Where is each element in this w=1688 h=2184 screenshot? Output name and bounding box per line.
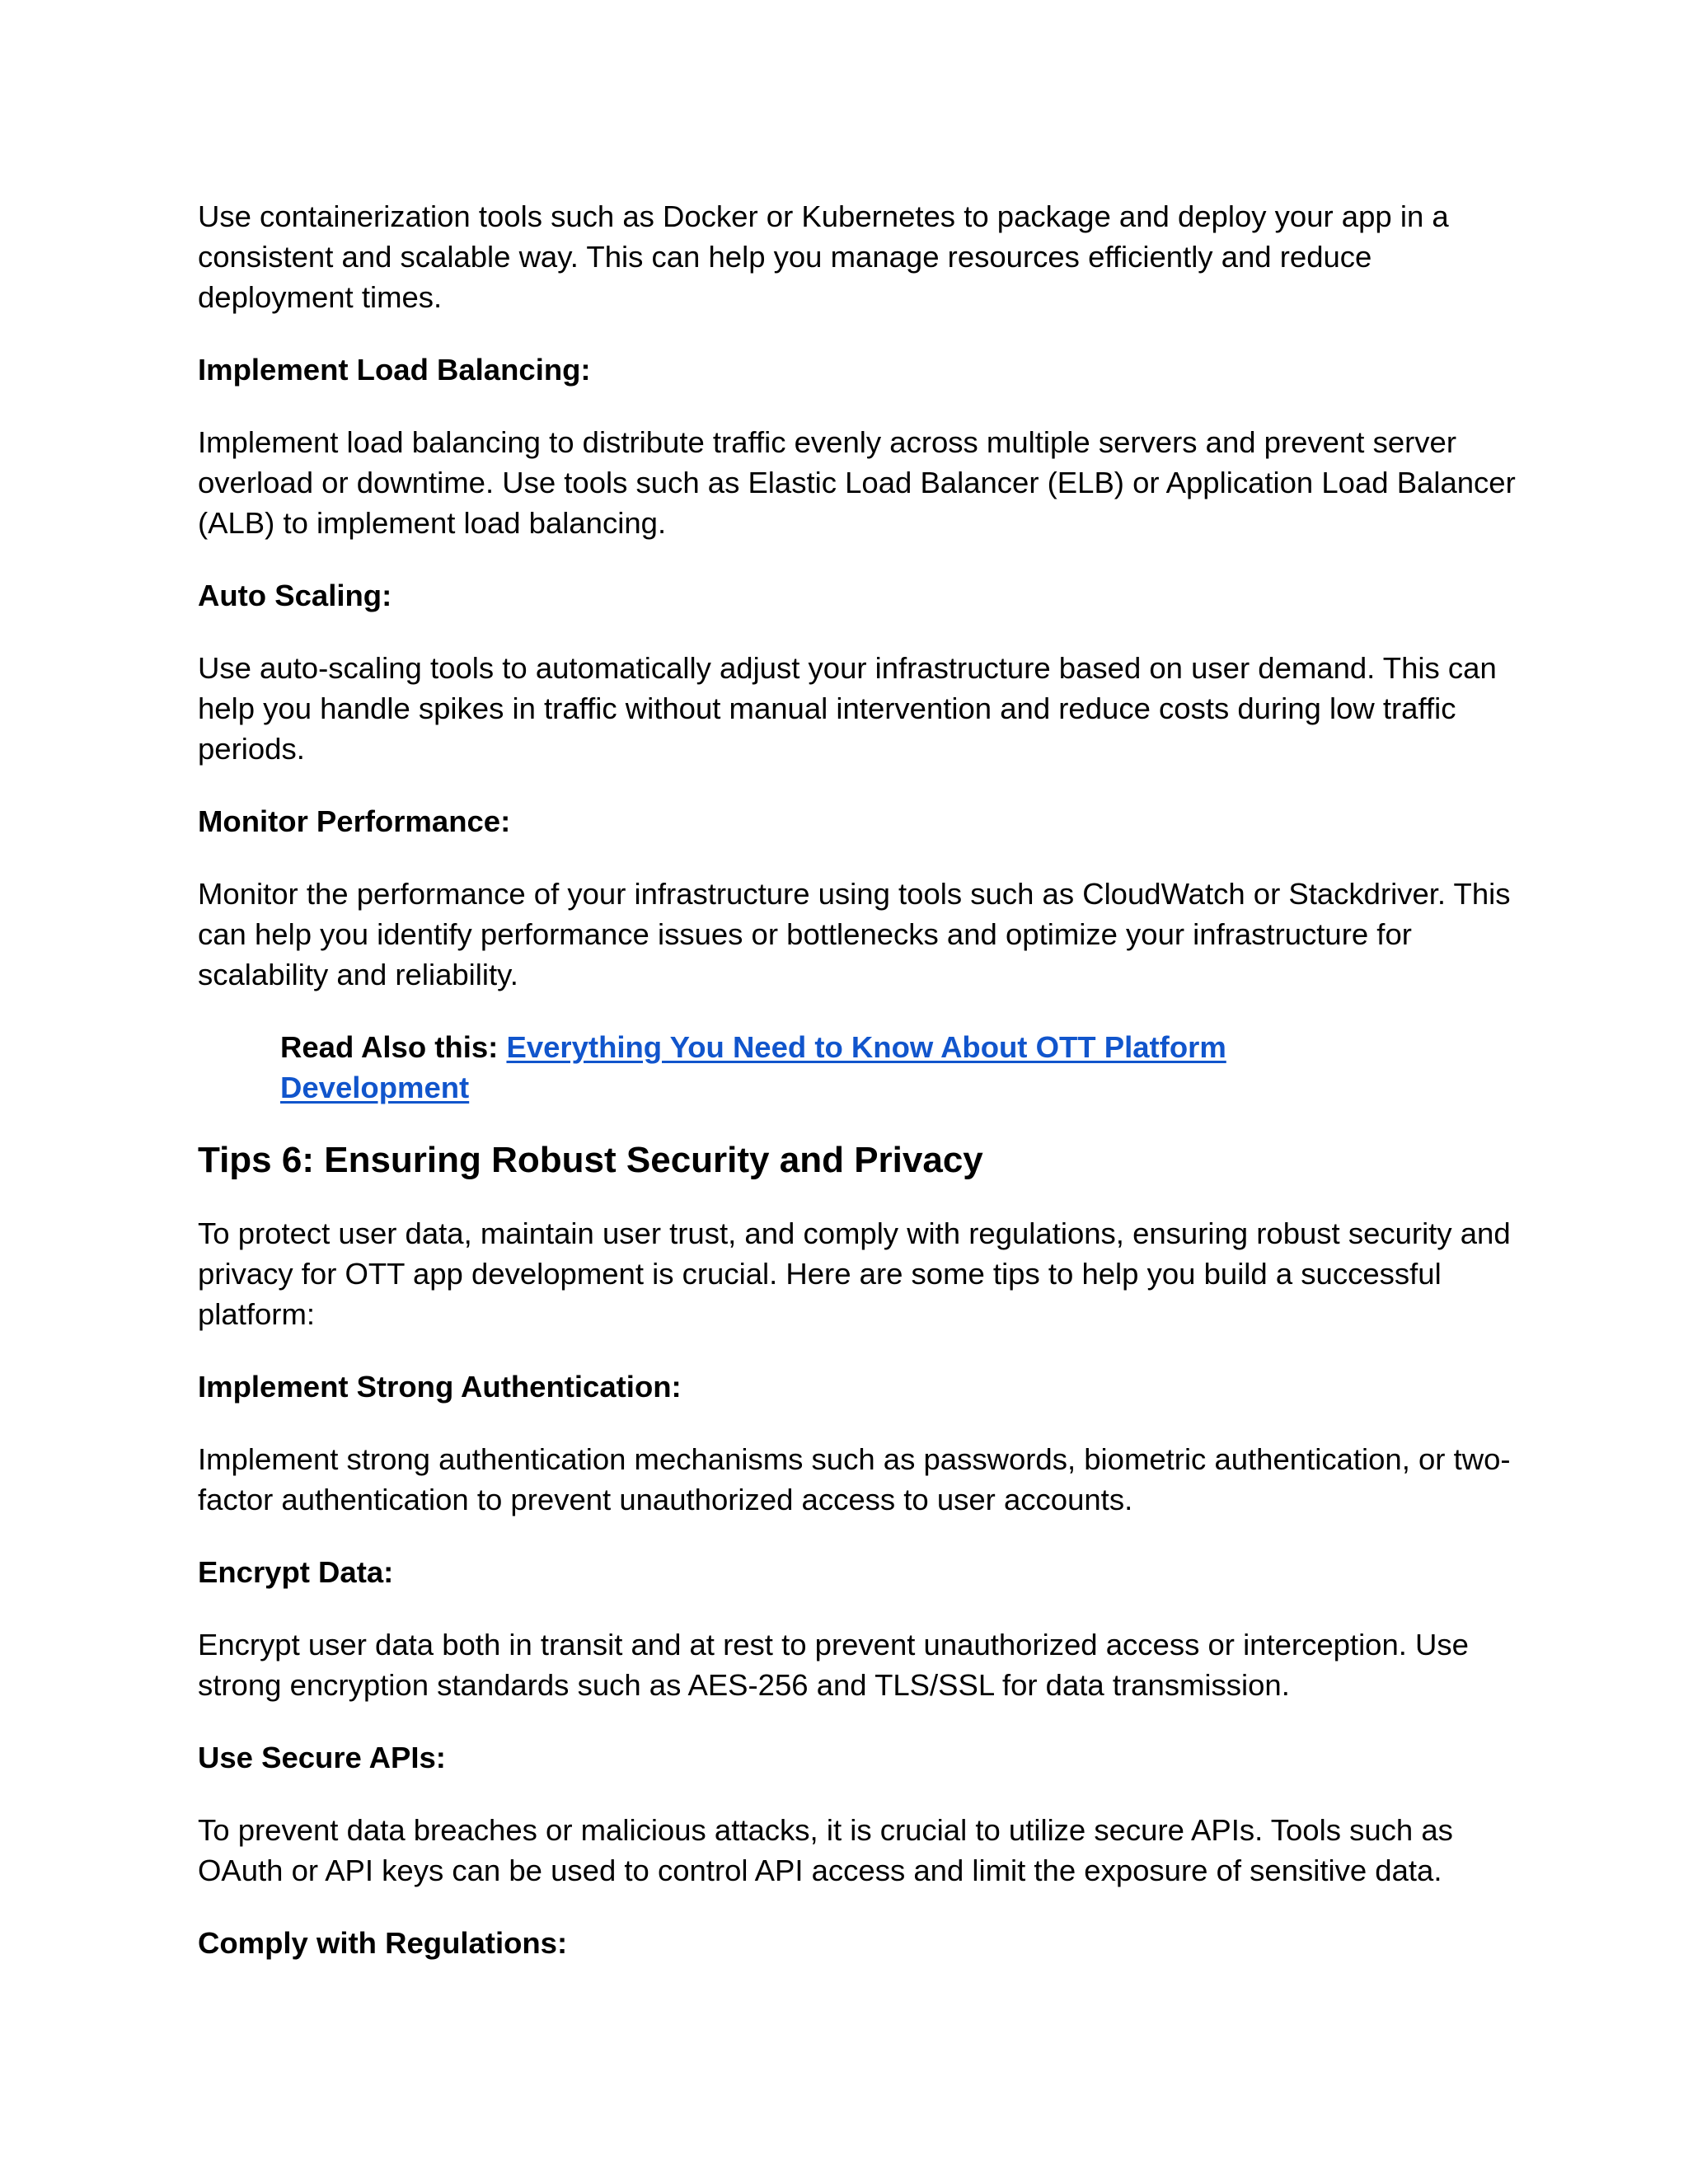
- strong-authentication-paragraph: Implement strong authentication mechanisms such as passwords, biometric authentication, or two-factor authentication to prevent unauthorized access to user accounts.: [198, 1442, 1511, 1516]
- encrypt-data-paragraph: Encrypt user data both in transit and at rest to prevent unauthorized access or interception. Use strong encryption standards such as AES-256 and TLS/SSL for data transmission.: [198, 1628, 1469, 1702]
- section-title-security: Tips 6: Ensuring Robust Security and Privacy: [198, 1140, 983, 1180]
- read-also-link[interactable]: Everything You Need to Know About OTT Platform Development: [280, 1030, 1226, 1104]
- auto-scaling-heading: Auto Scaling:: [198, 579, 392, 612]
- comply-regulations-heading: Comply with Regulations:: [198, 1926, 568, 1960]
- secure-apis-heading: Use Secure APIs:: [198, 1741, 446, 1774]
- document-page: [198, 196, 1517, 1995]
- load-balancing-heading: Implement Load Balancing:: [198, 353, 591, 387]
- encrypt-data-heading: Encrypt Data:: [198, 1555, 394, 1589]
- read-also-callout: [280, 1027, 1352, 1108]
- monitor-performance-heading: Monitor Performance:: [198, 804, 511, 838]
- containerization-paragraph: Use containerization tools such as Docker or Kubernetes to package and deploy your app in a consistent and scalable way. This can help you manage resources efficiently and reduce deployment times.: [198, 199, 1449, 314]
- auto-scaling-paragraph: Use auto-scaling tools to automatically adjust your infrastructure based on user demand. This can help you handle spikes in traffic without manual intervention and reduce costs during low traffic periods.: [198, 651, 1497, 766]
- monitor-performance-paragraph: Monitor the performance of your infrastructure using tools such as CloudWatch or Stackdriver. This can help you identify performance issues or bottlenecks and optimize your infrastructure for scalability and reliability.: [198, 877, 1511, 991]
- strong-authentication-heading: Implement Strong Authentication:: [198, 1370, 682, 1404]
- read-also-label: Read Also this:: [280, 1030, 507, 1064]
- secure-apis-paragraph: To prevent data breaches or malicious attacks, it is crucial to utilize secure APIs. Tools such as OAuth or API keys can be used to control API access and limit the exposure of sensitive data.: [198, 1813, 1453, 1887]
- security-intro-paragraph: To protect user data, maintain user trust, and comply with regulations, ensuring robust security and privacy for OTT app development is crucial. Here are some tips to help you build a successful platform:: [198, 1216, 1511, 1331]
- load-balancing-paragraph: Implement load balancing to distribute traffic evenly across multiple servers and prevent server overload or downtime. Use tools such as Elastic Load Balancer (ELB) or Application Load Balancer (ALB) to implement load balancing.: [198, 425, 1516, 540]
